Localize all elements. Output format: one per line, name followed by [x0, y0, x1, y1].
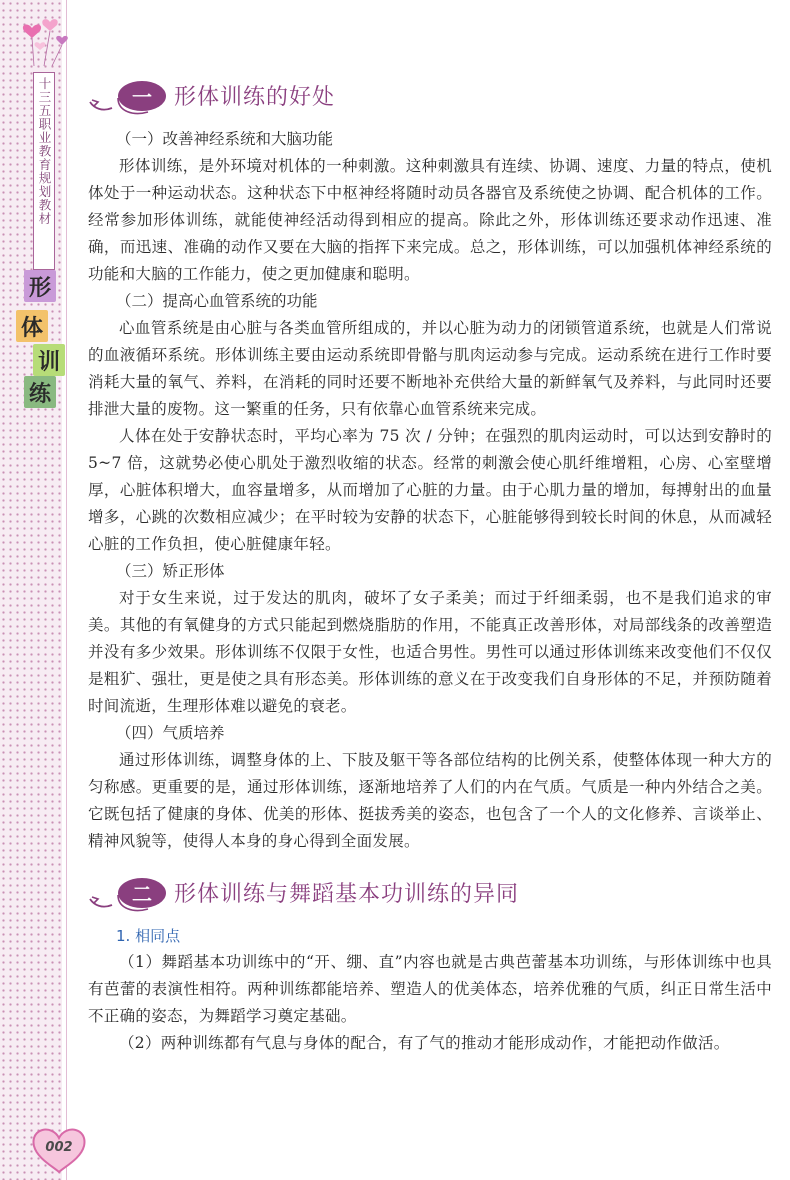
paragraph-5: 通过形体训练，调整身体的上、下肢及躯干等各部位结构的比例关系，使整体体现一种大方的匀称感。更重要的是，通过形体训练，逐渐地培养了人们的内在气质。气质是一种内外结合之美。它既包括了健康的身体、优美的形体、挺拔秀美的姿态，也包含了一个人的文化修养、言谈举止、精神风貌等，使得人本身的身心得到全面发展。	[88, 751, 772, 850]
section-title-2: 形体训练与舞蹈基本功训练的异同	[174, 882, 520, 907]
section-title-1: 形体训练的好处	[174, 85, 336, 110]
sidebar-title-char-4: 练	[24, 376, 56, 408]
page-number: 002	[45, 1140, 73, 1155]
subheading-4: （四）气质培养	[116, 724, 225, 742]
section-heading-2	[88, 873, 772, 923]
sidebar-title-char-2: 体	[16, 310, 48, 342]
subheading-1: （一）改善神经系统和大脑功能	[116, 130, 334, 148]
subheading-3: （三）矫正形体	[116, 562, 225, 580]
sidebar-title-char-1: 形	[24, 270, 56, 302]
section-number-2: 二	[132, 882, 152, 906]
section-heading-1	[88, 76, 772, 126]
paragraph-2: 心血管系统是由心脏与各类血管所组成的，并以心脏为动力的闭锁管道系统，也就是人们常说的血液循环系统。形体训练主要由运动系统即骨骼与肌肉运动参与完成。运动系统在进行工作时要消耗大量的氧气、养料，在消耗的同时还要不断地补充供给大量的新鲜氧气及养料，与此同时还要排泄大量的废物。这一繁重的任务，只有依靠心血管系统来完成。	[88, 319, 772, 418]
subheading-2: （二）提高心血管系统的功能	[116, 292, 318, 310]
side-divider	[66, 0, 67, 1180]
page-content	[88, 76, 772, 1057]
hearts-icon	[18, 8, 78, 68]
series-label-box	[33, 72, 55, 270]
subheading-similarities: 1. 相同点	[116, 927, 181, 945]
sidebar-title-char-3: 训	[33, 344, 65, 376]
page-number-badge	[28, 1122, 90, 1176]
series-label: 十三五职业教育规划教材	[37, 77, 52, 226]
paragraph-1: 形体训练，是外环境对机体的一种刺激。这种刺激具有连续、协调、速度、力量的特点，使机体处于一种运动状态。这种状态下中枢神经将随时动员各器官及系统使之协调、配合机体的工作。经常参加形体训练，就能使神经活动得到相应的提高。除此之外，形体训练还要求动作迅速、准确，而迅速、准确的动作又要在大脑的指挥下来完成。总之，形体训练，可以加强机体神经系统的功能和大脑的工作能力，使之更加健康和聪明。	[88, 157, 772, 283]
paragraph-7: （2）两种训练都有气息与身体的配合，有了气的推动才能形成动作，才能把动作做活。	[119, 1034, 730, 1052]
section-number-1: 一	[132, 85, 152, 109]
paragraph-4: 对于女生来说，过于发达的肌肉，破坏了女子柔美；而过于纤细柔弱，也不是我们追求的审美。其他的有氧健身的方式只能起到燃烧脂肪的作用，不能真正改善形体，对局部线条的改善塑造并没有多少效果。形体训练不仅限于女性，也适合男性。男性可以通过形体训练来改变他们不仅仅是粗犷、强壮，更是使之具有形态美。形体训练的意义在于改变我们自身形体的不足，并预防随着时间流逝，生理形体难以避免的衰老。	[88, 589, 772, 715]
paragraph-6: （1）舞蹈基本功训练中的“开、绷、直”内容也就是古典芭蕾基本功训练，与形体训练中也具有芭蕾的表演性相符。两种训练都能培养、塑造人的优美体态，培养优雅的气质，纠正日常生活中不正确的姿态，为舞蹈学习奠定基础。	[88, 953, 772, 1025]
paragraph-3: 人体在处于安静状态时，平均心率为 75 次 / 分钟；在强烈的肌肉运动时，可以达到安静时的 5~7 倍，这就势必使心肌处于激烈收缩的状态。经常的刺激会使心肌纤维增粗，心房、心室壁增厚，心脏体积增大，血容量增多，从而增加了心脏的力量。由于心肌力量的增加，每搏射出的血量增多，心跳的次数相应减少；在平时较为安静的状态下，心脏能够得到较长时间的休息，从而减轻心脏的工作负担，使心脏健康年轻。	[88, 427, 772, 553]
